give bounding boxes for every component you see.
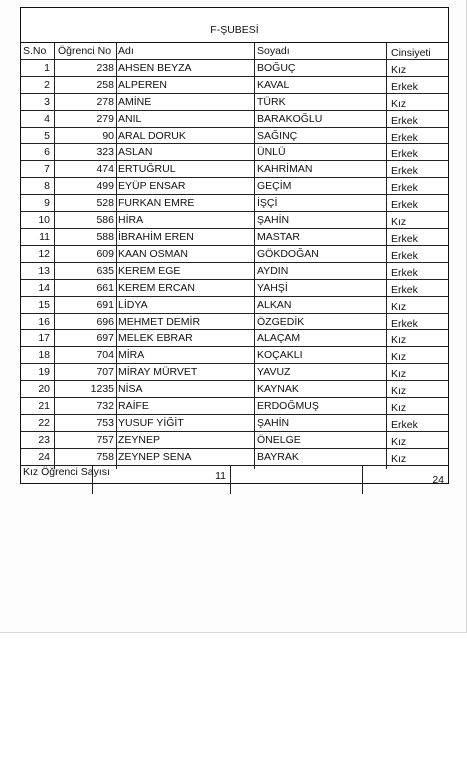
table-row — [21, 178, 448, 195]
row-first-name: ARAL DORUK — [117, 128, 255, 148]
row-first-name: KEREM ERCAN — [117, 280, 255, 300]
row-surname: KAYNAK — [255, 381, 387, 401]
row-surname: ÖZGEDİK — [255, 314, 387, 334]
row-gender: Erkek — [391, 317, 418, 330]
table-row — [21, 94, 448, 111]
row-gender: Kız — [391, 351, 407, 364]
header-sno: S.No — [21, 43, 55, 63]
row-student-no: 238 — [55, 60, 117, 80]
table-header-row — [21, 43, 448, 60]
row-sno: 12 — [21, 246, 55, 266]
table-row — [21, 347, 448, 364]
row-first-name: YUSUF YİĞİT — [117, 415, 255, 435]
row-surname: ALAÇAM — [255, 330, 387, 350]
row-surname: KAVAL — [255, 77, 387, 97]
row-sno: 23 — [21, 432, 55, 452]
row-first-name: AHSEN BEYZA — [117, 60, 255, 80]
row-surname: YAVUZ — [255, 364, 387, 384]
row-sno: 6 — [21, 144, 55, 164]
row-student-no: 588 — [55, 229, 117, 249]
row-gender: Kız — [391, 300, 407, 313]
row-surname: YAHŞİ — [255, 280, 387, 300]
row-sno: 21 — [21, 398, 55, 418]
row-surname: ÖNELGE — [255, 432, 387, 452]
row-sno: 24 — [21, 449, 55, 469]
header-student-no: Öğrenci No — [55, 43, 117, 63]
row-surname: BAYRAK — [255, 449, 387, 469]
row-gender: Kız — [391, 385, 407, 398]
table-row — [21, 195, 448, 212]
row-first-name: HİRA — [117, 212, 255, 232]
table-row — [21, 381, 448, 398]
row-gender: Erkek — [391, 266, 418, 279]
row-student-no: 1235 — [55, 381, 117, 401]
row-gender: Kız — [391, 216, 407, 229]
row-surname: MASTAR — [255, 229, 387, 249]
row-first-name: ZEYNEP SENA — [117, 449, 255, 469]
row-first-name: FURKAN EMRE — [117, 195, 255, 215]
table-row — [21, 161, 448, 178]
table-row — [21, 246, 448, 263]
row-sno: 19 — [21, 364, 55, 384]
table-row — [21, 364, 448, 381]
row-surname: KAHRİMAN — [255, 161, 387, 181]
row-student-no: 697 — [55, 330, 117, 350]
summary-row — [21, 465, 448, 486]
row-surname: KOÇAKLI — [255, 347, 387, 367]
row-sno: 18 — [21, 347, 55, 367]
row-sno: 17 — [21, 330, 55, 350]
row-gender: Kız — [391, 334, 407, 347]
row-first-name: KEREM EGE — [117, 263, 255, 283]
table-row — [21, 144, 448, 161]
row-sno: 16 — [21, 314, 55, 334]
row-student-no: 323 — [55, 144, 117, 164]
row-sno: 5 — [21, 128, 55, 148]
row-surname: GÖKDOĞAN — [255, 246, 387, 266]
row-student-no: 278 — [55, 94, 117, 114]
row-surname: ÜNLÜ — [255, 144, 387, 164]
row-sno: 8 — [21, 178, 55, 198]
row-student-no: 696 — [55, 314, 117, 334]
row-surname: ALKAN — [255, 297, 387, 317]
row-first-name: MELEK EBRAR — [117, 330, 255, 350]
row-first-name: MİRA — [117, 347, 255, 367]
row-surname: ŞAHİN — [255, 212, 387, 232]
row-gender: Kız — [391, 402, 407, 415]
row-sno: 9 — [21, 195, 55, 215]
row-student-no: 258 — [55, 77, 117, 97]
row-student-no: 586 — [55, 212, 117, 232]
row-gender: Erkek — [391, 165, 418, 178]
row-sno: 7 — [21, 161, 55, 181]
row-sno: 13 — [21, 263, 55, 283]
table-row — [21, 330, 448, 347]
row-first-name: AMİNE — [117, 94, 255, 114]
row-surname: ERDOĞMUŞ — [255, 398, 387, 418]
row-student-no: 707 — [55, 364, 117, 384]
row-student-no: 609 — [55, 246, 117, 266]
row-sno: 11 — [21, 229, 55, 249]
row-student-no: 635 — [55, 263, 117, 283]
table-row — [21, 314, 448, 331]
row-surname: BOĞUÇ — [255, 60, 387, 80]
row-gender: Erkek — [391, 418, 418, 431]
row-sno: 1 — [21, 60, 55, 80]
row-gender: Erkek — [391, 199, 418, 212]
table-row — [21, 280, 448, 297]
row-sno: 22 — [21, 415, 55, 435]
row-sno: 4 — [21, 111, 55, 131]
row-first-name: RAİFE — [117, 398, 255, 418]
header-gender: Cinsiyeti — [391, 47, 431, 59]
row-gender: Erkek — [391, 114, 418, 127]
row-sno: 15 — [21, 297, 55, 317]
table-row — [21, 60, 448, 77]
summary-count: 11 — [93, 466, 231, 494]
row-surname: SAĞINÇ — [255, 128, 387, 148]
table-title: F-ŞUBESİ — [21, 8, 448, 43]
row-surname: BARAKOĞLU — [255, 111, 387, 131]
table-row — [21, 128, 448, 145]
row-student-no: 661 — [55, 280, 117, 300]
row-gender: Kız — [391, 63, 407, 76]
row-gender: Kız — [391, 368, 407, 381]
table-row — [21, 229, 448, 246]
row-first-name: İBRAHİM EREN — [117, 229, 255, 249]
row-student-no: 474 — [55, 161, 117, 181]
row-student-no: 753 — [55, 415, 117, 435]
row-first-name: ERTUĞRUL — [117, 161, 255, 181]
row-first-name: NİSA — [117, 381, 255, 401]
row-surname: AYDIN — [255, 263, 387, 283]
table-row — [21, 297, 448, 314]
row-surname: ŞAHİN — [255, 415, 387, 435]
row-student-no: 704 — [55, 347, 117, 367]
row-student-no: 90 — [55, 128, 117, 148]
row-gender: Erkek — [391, 131, 418, 144]
row-gender: Erkek — [391, 283, 418, 296]
row-sno: 3 — [21, 94, 55, 114]
summary-total: 24 — [432, 473, 444, 486]
row-sno: 14 — [21, 280, 55, 300]
row-first-name: ALPEREN — [117, 77, 255, 97]
row-gender: Kız — [391, 452, 407, 465]
row-first-name: LİDYA — [117, 297, 255, 317]
row-student-no: 279 — [55, 111, 117, 131]
row-student-no: 499 — [55, 178, 117, 198]
row-first-name: ASLAN — [117, 144, 255, 164]
summary-empty-cell — [231, 466, 363, 494]
row-gender: Erkek — [391, 148, 418, 161]
row-sno: 20 — [21, 381, 55, 401]
row-sno: 10 — [21, 212, 55, 232]
row-surname: TÜRK — [255, 94, 387, 114]
row-first-name: MİRAY MÜRVET — [117, 364, 255, 384]
row-gender: Kız — [391, 435, 407, 448]
row-surname: GEÇİM — [255, 178, 387, 198]
table-row — [21, 111, 448, 128]
class-list-table — [20, 7, 449, 484]
row-first-name: KAAN OSMAN — [117, 246, 255, 266]
row-first-name: ANIL — [117, 111, 255, 131]
row-student-no: 732 — [55, 398, 117, 418]
row-surname: İŞÇİ — [255, 195, 387, 215]
row-sno: 2 — [21, 77, 55, 97]
row-first-name: EYÜP ENSAR — [117, 178, 255, 198]
table-body — [21, 60, 448, 466]
header-surname: Soyadı — [255, 43, 387, 63]
table-row — [21, 212, 448, 229]
header-first-name: Adı — [117, 43, 255, 63]
table-row — [21, 449, 448, 466]
row-student-no: 528 — [55, 195, 117, 215]
row-gender: Erkek — [391, 249, 418, 262]
table-row — [21, 415, 448, 432]
summary-label: Kız Öğrenci Sayısı — [21, 466, 93, 494]
row-gender: Kız — [391, 97, 407, 110]
row-student-no: 691 — [55, 297, 117, 317]
table-row — [21, 432, 448, 449]
row-student-no: 758 — [55, 449, 117, 469]
table-row — [21, 398, 448, 415]
row-first-name: ZEYNEP — [117, 432, 255, 452]
table-row — [21, 77, 448, 94]
row-gender: Erkek — [391, 80, 418, 93]
row-gender: Erkek — [391, 232, 418, 245]
table-row — [21, 263, 448, 280]
row-student-no: 757 — [55, 432, 117, 452]
row-first-name: MEHMET DEMİR — [117, 314, 255, 334]
row-gender: Erkek — [391, 182, 418, 195]
